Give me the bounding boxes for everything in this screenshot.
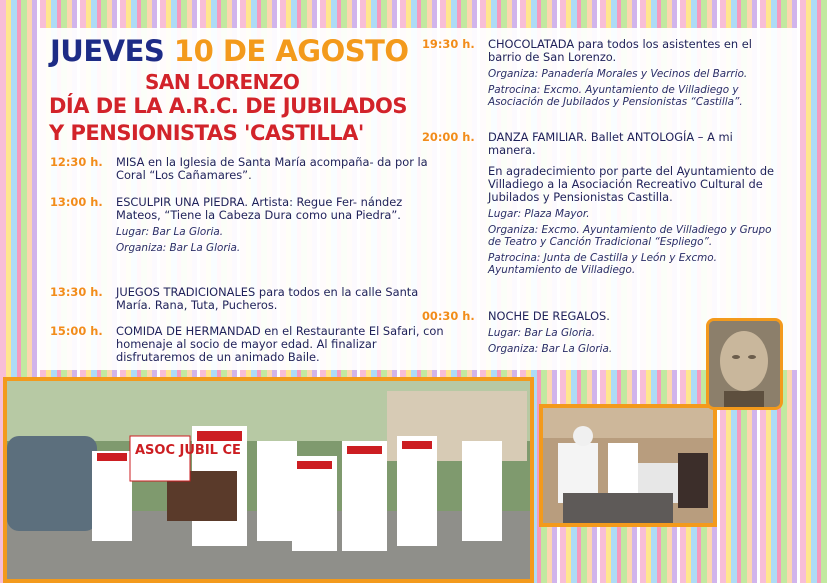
- event-time: 13:00 h.: [50, 195, 103, 209]
- parade-illustration: [7, 381, 530, 579]
- event-time: 00:30 h.: [422, 309, 475, 323]
- event-title: MISA en la Iglesia de Santa María acompaña- da por la Coral “Los Cañamares”.: [116, 155, 428, 182]
- event-time: 20:00 h.: [422, 130, 475, 144]
- event-heading-line1: DÍA DE LA A.R.C. DE JUBILADOS: [49, 94, 408, 118]
- event-time: 15:00 h.: [50, 324, 103, 338]
- day-heading: [50, 34, 409, 68]
- event-heading-line2: Y PENSIONISTAS 'CASTILLA': [49, 121, 364, 145]
- day-label: JUEVES: [50, 34, 165, 68]
- parade-photo: [3, 377, 534, 583]
- event-sponsor: Patrocina: Excmo. Ayuntamiento de Villadiego y Asociación de Jubilados y Pensionistas “Castilla”.: [488, 84, 743, 108]
- stone-head-illustration: [709, 321, 780, 407]
- event-title: ESCULPIR UNA PIEDRA. Artista: Regue Fer- nández Mateos, “Tiene la Cabeza Dura como una Piedra”.: [116, 195, 403, 222]
- sculpture-photo: [706, 318, 783, 410]
- event-time: 13:30 h.: [50, 285, 103, 299]
- event-organizer: Organiza: Panadería Morales y Vecinos del Barrio.: [488, 68, 748, 80]
- event-title: NOCHE DE REGALOS.: [488, 309, 610, 323]
- banner-text: ASOC JUBIL CE: [135, 443, 241, 458]
- event-time: 19:30 h.: [422, 37, 475, 51]
- event-place: Lugar: Bar La Gloria.: [116, 226, 224, 238]
- chocolatada-illustration: [543, 408, 713, 523]
- event-time: 12:30 h.: [50, 155, 103, 169]
- event-title: CHOCOLATADA para todos los asistentes en el barrio de San Lorenzo.: [488, 37, 752, 64]
- event-organizer: Organiza: Bar La Gloria.: [116, 242, 241, 254]
- event-organizer: Organiza: Excmo. Ayuntamiento de Villadiego y Grupo de Teatro y Canción Tradicional “Espliego”.: [488, 224, 772, 248]
- chocolatada-photo: [539, 404, 717, 527]
- event-title: JUEGOS TRADICIONALES para todos en la calle Santa María. Rana, Tuta, Pucheros.: [116, 285, 419, 312]
- event-sponsor: Patrocina: Junta de Castilla y León y Excmo. Ayuntamiento de Villadiego.: [488, 252, 717, 276]
- event-body: En agradecimiento por parte del Ayuntamiento de Villadiego a la Asociación Recreativo Cultural de Jubilados y Pensionistas Castilla.: [488, 164, 775, 204]
- event-place: Lugar: Plaza Mayor.: [488, 208, 590, 220]
- event-title: COMIDA DE HERMANDAD en el Restaurante El Safari, con homenaje al socio de mayor edad. Al finalizar disfrutaremos de un animado Baile.: [116, 324, 444, 364]
- place-heading: SAN LORENZO: [145, 70, 300, 94]
- event-title: DANZA FAMILIAR. Ballet ANTOLOGÍA – A mi manera.: [488, 130, 733, 157]
- date-label: 10 DE AGOSTO: [173, 34, 409, 68]
- event-organizer: Organiza: Bar La Gloria.: [488, 343, 613, 355]
- event-place: Lugar: Bar La Gloria.: [488, 327, 596, 339]
